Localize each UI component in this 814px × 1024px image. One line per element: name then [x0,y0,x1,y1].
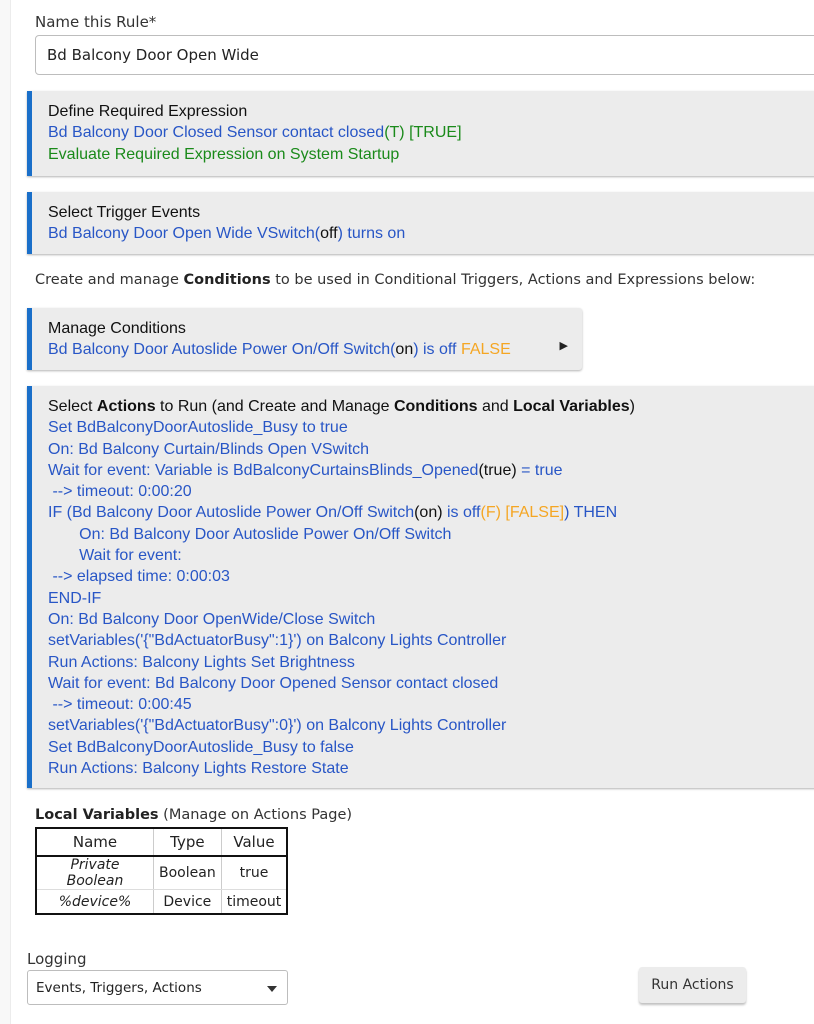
action-line: --> elapsed time: 0:00:03 [48,568,230,586]
local-variables-table [35,827,288,915]
action-line: setVariables('{"BdActuatorBusy":1}') on Balcony Lights Controller [48,632,507,650]
trigger-action: ) turns on [337,225,406,243]
t: to Run (and Create and Manage [155,398,394,415]
seg: (F) [FALSE] [480,504,565,522]
action-line: On: Bd Balcony Curtain/Blinds Open VSwitch [48,440,370,458]
condition-device-state: on [395,341,414,359]
paren: ( [314,225,321,243]
paren: ( [390,341,396,359]
required-expression-condition: Bd Balcony Door Closed Sensor contact closed [48,124,385,142]
table-row [36,890,287,915]
trigger-device-state: off [320,225,338,243]
table-header-row [36,828,287,856]
required-expression-result: [TRUE] [409,124,462,142]
seg: (true) [478,461,517,479]
manage-conditions-card[interactable] [27,308,582,370]
required-expression-state: (T) [384,124,405,142]
condition-test: ) is off [413,341,461,359]
action-line [48,460,814,481]
column-header-type: Type [154,828,222,856]
action-line: Set BdBalconyDoorAutoslide_Busy to false [48,738,354,756]
action-line: Wait for event: [48,547,182,565]
condition-device: Bd Balcony Door Autoslide Power On/Off Switch [48,341,391,359]
seg: = true [516,461,563,479]
lv-bold: Local Variables [35,807,159,823]
action-line: setVariables('{"BdActuatorBusy":0}') on Balcony Lights Controller [48,717,507,735]
lv-rest: (Manage on Actions Page) [158,807,353,823]
actions-card[interactable] [27,386,814,788]
seg: is off [442,504,481,522]
table-row [36,856,287,890]
var-type: Boolean [154,856,222,890]
expand-arrow-icon[interactable]: ▶ [559,340,568,352]
trigger-device: Bd Balcony Door Open Wide VSwitch [48,225,315,243]
action-line: Wait for event: Bd Balcony Door Opened Sensor contact closed [48,674,499,692]
conditions-info-text [35,272,755,288]
evaluate-on-startup-text: Evaluate Required Expression on System Startup [48,145,400,163]
t: and [477,398,514,415]
action-line: Set BdBalconyDoorAutoslide_Busy to true [48,419,348,437]
trigger-events-card[interactable] [27,192,814,254]
trigger-events-title: Select Trigger Events [48,204,201,221]
info-prefix: Create and manage [35,272,184,288]
seg: IF (Bd Balcony Door Autoslide Power On/Off Switch [48,504,415,522]
t: ) [629,398,635,415]
action-line: --> timeout: 0:00:45 [48,696,192,714]
dropdown-caret-icon [267,986,277,992]
action-line: Run Actions: Balcony Lights Set Brightness [48,653,355,671]
action-line: Run Actions: Balcony Lights Restore State [48,760,349,778]
info-suffix: to be used in Conditional Triggers, Actions and Expressions below: [270,272,756,288]
run-actions-button[interactable]: Run Actions [639,967,746,1003]
column-header-value: Value [221,828,287,856]
rule-name-label: Name this Rule* [35,13,157,31]
t: Select [48,398,97,415]
action-line: END-IF [48,589,102,607]
logging-select[interactable] [27,970,288,1005]
required-expression-card[interactable] [27,91,814,176]
logging-label: Logging [27,950,87,968]
var-type: Device [154,890,222,915]
action-line [48,502,814,523]
manage-conditions-title: Manage Conditions [48,320,186,337]
var-name: %device% [36,890,154,915]
actions-title [48,396,814,417]
var-value: true [221,856,287,890]
seg: ) THEN [564,504,618,522]
action-line: On: Bd Balcony Door OpenWide/Close Switch [48,610,376,628]
local-variables-title [35,807,352,823]
rule-name-input[interactable] [35,35,814,75]
column-header-name: Name [36,828,154,856]
condition-result: FALSE [460,341,511,359]
rule-editor-page [10,0,814,1024]
action-line: --> timeout: 0:00:20 [48,483,192,501]
action-line: On: Bd Balcony Door Autoslide Power On/Off Switch [48,525,452,543]
seg: Wait for event: Variable is BdBalconyCurtainsBlinds_Opened [48,461,479,479]
var-value: timeout [226,893,282,910]
required-expression-title: Define Required Expression [48,103,248,120]
t: Local Variables [513,398,630,415]
var-name: Private Boolean [36,856,154,890]
t: Actions [96,398,156,415]
logging-selected-value: Events, Triggers, Actions [36,980,202,996]
seg: (on) [414,504,443,522]
info-bold: Conditions [183,272,271,288]
t: Conditions [393,398,478,415]
